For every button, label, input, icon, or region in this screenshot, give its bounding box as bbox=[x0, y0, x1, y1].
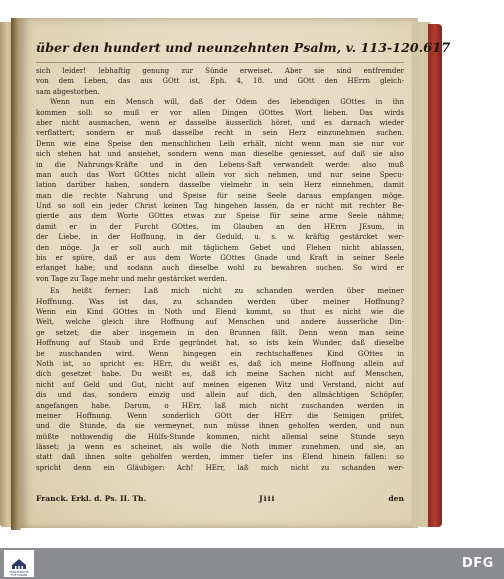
text-line: sich leider! lebhaftig genung zur Sünde erweiset. Aber sie sind entfremder bbox=[36, 66, 404, 75]
text-line: der Liebe, in der Hoffnung, in der Geduld, u. s. w. kräftig gestärcket wer- bbox=[36, 232, 404, 242]
text-line: gierde aus dem Worte GOttes etwas zur Speise für seine arme Seele nähme; bbox=[36, 211, 404, 221]
text-line: und die Stunde, da sie vermeynet, nun müsse ihnen geholfen werden, und nun bbox=[36, 421, 404, 431]
text-line: Es heißt ferner: Laß mich nicht zu schanden werden über meiner bbox=[50, 286, 404, 296]
text-line: Noth ist, so spricht es: HErr, du weißt es, daß ich meine Hoffnung allein auf bbox=[36, 358, 404, 368]
book-cover-edge bbox=[428, 24, 442, 527]
library-logo-text: FRANCKESCHE STIFTUNGEN bbox=[9, 571, 29, 577]
catchword: den bbox=[388, 494, 404, 503]
text-line: meiner Hoffnung. Wenn sonderlich GOtt der HErr die Seinigen prüfet, bbox=[36, 410, 404, 420]
text-line: erlanget habe; und sodann auch dieselbe wohl zu bewahren suchen. So wird er bbox=[36, 263, 404, 273]
text-line: dich gesetzet habe. Du weißt es, daß ich meine Sachen nicht auf Menschen, bbox=[36, 369, 404, 379]
text-line: lässet; ja wenn es scheinet, als wolle die Noth immer zunehmen, und sie, an bbox=[36, 442, 404, 452]
text-line: damit er in der Furcht GOttes, im Glauben an den HErrn JEsum, in bbox=[36, 221, 404, 231]
text-line: sam abgestorben. bbox=[36, 86, 100, 96]
text-line: Hoffnung auf Staub und Erde gegründet hat, so ists kein Wunder, daß dieselbe bbox=[36, 338, 404, 348]
text-line: dis und das, sondern einzig und allein auf dich, den allmächtigen Schöpfer, bbox=[36, 390, 404, 400]
text-line: in die Nahrungs-Kräfte und in den Lebens-Saft verwandelt werde: also muß bbox=[36, 159, 404, 169]
text-line: nicht auf Geld und Gut, nicht auf meinen eigenen Witz und Verstand, nicht auf bbox=[36, 379, 404, 389]
page-number: 617 bbox=[423, 41, 451, 56]
signature-mark: Jiii bbox=[259, 494, 276, 503]
text-line: aber nicht ausmachen, wenn er dasselbe äusserlich höret, und es darnach wieder bbox=[36, 117, 404, 127]
body-text bbox=[36, 66, 404, 473]
text-line: den möge. Ja er soll auch mit täglichem Gebet und Flehen nicht ablassen, bbox=[36, 242, 404, 252]
header-rule bbox=[36, 62, 404, 63]
library-logo[interactable] bbox=[4, 550, 34, 577]
text-line: Welt, welche gleich ihre Hoffnung auf Menschen und andere äusserliche Din- bbox=[36, 317, 404, 327]
text-line: von Tage zu Tage mehr und mehr gestärcket werden. bbox=[36, 273, 228, 283]
library-logo-icon bbox=[12, 559, 26, 569]
text-line: Wenn ein Kind GOttes in Noth und Elend kommt, so thut es nicht wie die bbox=[36, 306, 404, 316]
text-line: Denn wie eine Speise den menschlichen Leib erhält, nicht wenn man sie nur vor bbox=[36, 138, 404, 148]
text-line: statt daß ihnen solte geholfen werden, immer tiefer ins Elend hinein fallen: so bbox=[36, 452, 404, 462]
text-line: angefangen habe. Darum, o HErr, laß mich nicht zuschanden werden in bbox=[36, 400, 404, 410]
text-line: bis er spüre, daß er aus dem Worte GOttes Gnade und Kraft in seiner Seele bbox=[36, 253, 404, 263]
text-line: ge setzet; die aber insgemein in den Brunnen fällt. Denn wenn man seine bbox=[36, 327, 404, 337]
running-head bbox=[36, 40, 451, 58]
dfg-logo[interactable]: DFG bbox=[462, 556, 494, 571]
text-line: be zuschanden wird. Wenn hingegen ein rechtschaffenes Kind GOttes in bbox=[36, 348, 404, 358]
page-footer bbox=[36, 494, 404, 508]
text-line: müßte nothwendig die Hülfs-Stunde kommen, nicht allemal seine Stunde seyn bbox=[36, 431, 404, 441]
text-line: kommen soll: so muß er vor allen Dingen GOttes Wort lieben. Das wirds bbox=[36, 107, 404, 117]
text-line: lation darüber haben, sondern dasselbe vielmehr in sein Herz einnehmen, damit bbox=[36, 180, 404, 190]
text-line: verflattert; sondern er muß dasselbe recht in sein Herz einzunehmen suchen. bbox=[36, 128, 404, 138]
running-title: über den hundert und neunzehnten Psalm, v. 113-120. bbox=[36, 40, 424, 55]
footer-left: Franck. Erkl. d. Ps. II. Th. bbox=[36, 494, 147, 503]
text-line: sich stehen hat und ansiehet, sondern wenn man dieselbe geniesset, auf daß sie also bbox=[36, 149, 404, 159]
text-line: Wenn nun ein Mensch will, daß der Odem des lebendigen GOttes in ihn bbox=[50, 97, 404, 107]
text-line: Und so soll ein jeder Christ keinen Tag hingehen lassen, da er nicht mit rechter Be- bbox=[36, 201, 404, 211]
text-line: spricht denn ein Gläubiger: Ach! HErr, laß mich nicht zu schanden wer- bbox=[36, 462, 404, 472]
text-line: Hoffnung. Was ist das, zu schanden werden über meiner Hoffnung? bbox=[36, 296, 404, 306]
text-line: man auch das Wort GOttes nicht allein vor sich nehmen, und nur seine Specu- bbox=[36, 169, 404, 179]
viewer-bottom-bar bbox=[0, 548, 504, 579]
text-line: man die rechte Nahrung und Speise für seine Seele daraus empfangen möge. bbox=[36, 190, 404, 200]
text-line: von dem Leben, das aus GOtt ist, Eph. 4, 18. und GOtt den HErrn gleich- bbox=[36, 76, 404, 86]
